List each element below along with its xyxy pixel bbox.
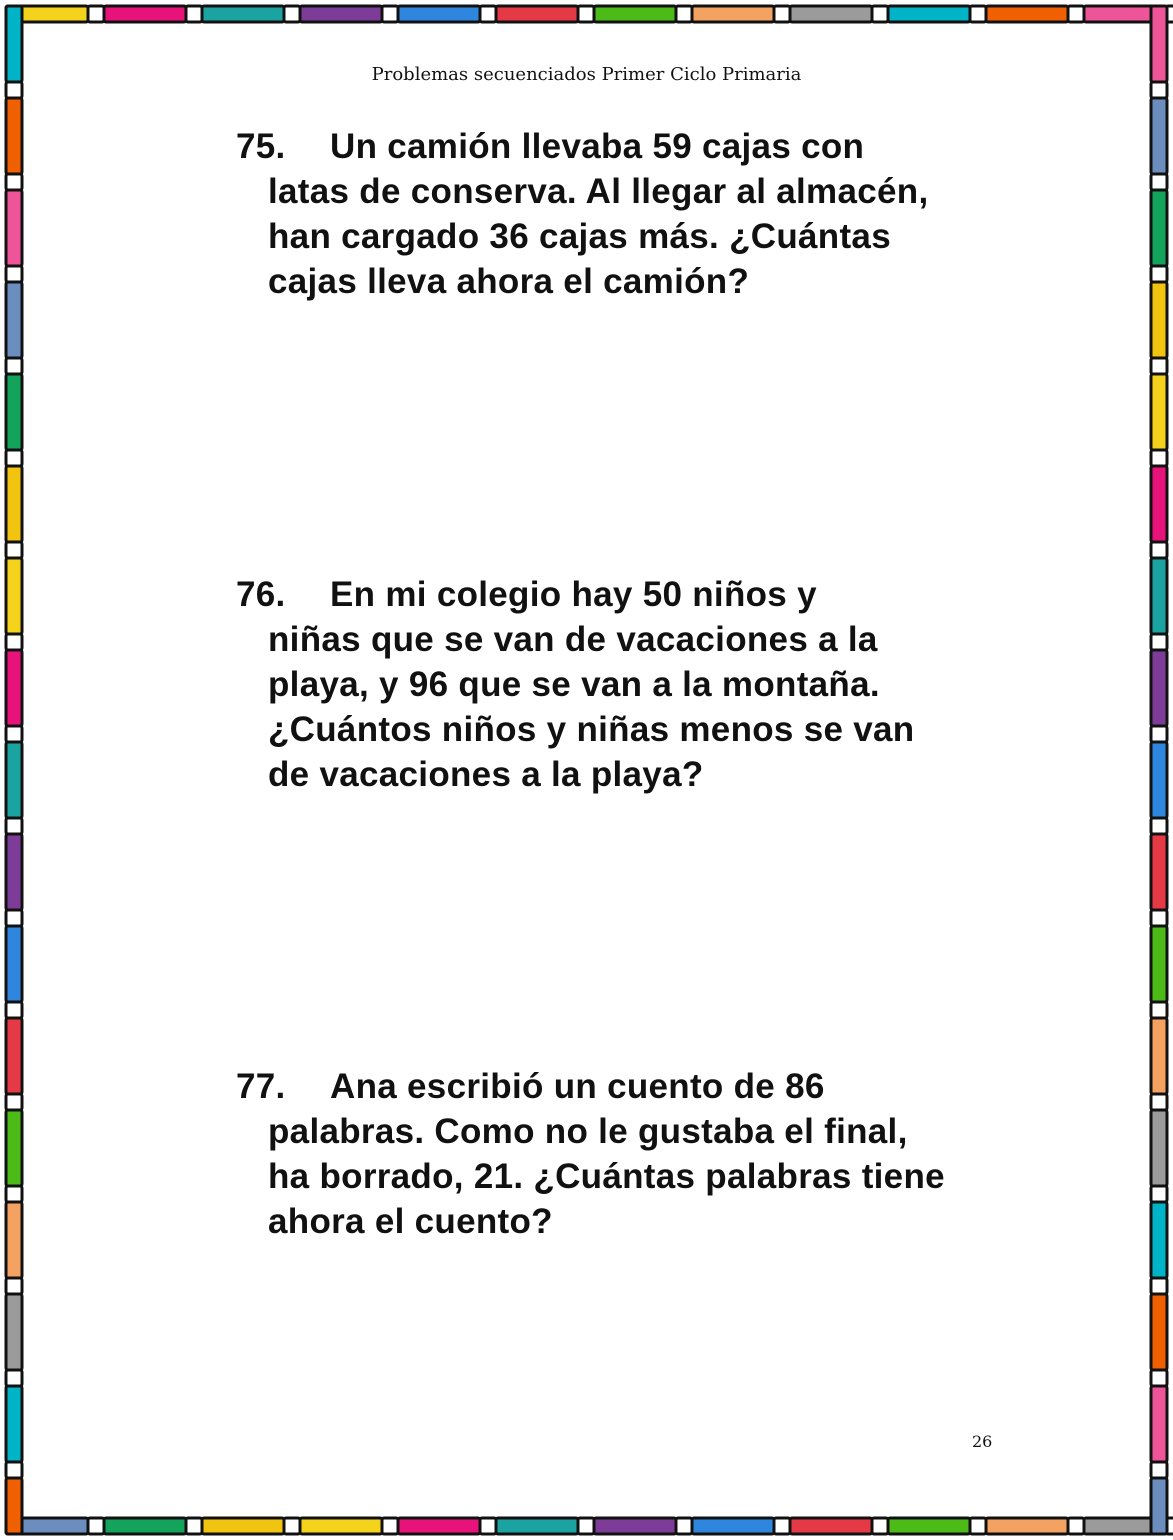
border-segment <box>1151 466 1167 542</box>
border-segment <box>888 1518 970 1534</box>
border-stripe <box>872 1518 888 1534</box>
border-stripe <box>774 6 790 22</box>
border-stripe <box>6 910 22 926</box>
problem-77 <box>236 1064 956 1244</box>
border-stripe <box>1151 358 1167 374</box>
border-segment <box>1151 926 1167 1002</box>
border-stripe <box>1151 1094 1167 1110</box>
border-stripe <box>1068 1518 1084 1534</box>
border-segment <box>6 98 22 174</box>
border-segment <box>104 1518 186 1534</box>
border-stripe <box>1151 450 1167 466</box>
border-stripe <box>1151 1278 1167 1294</box>
border-segment <box>692 1518 774 1534</box>
problem-text-line: han cargado 36 cajas más. ¿Cuántas <box>268 217 891 256</box>
problem-first-line <box>236 572 956 617</box>
border-segment <box>6 374 22 450</box>
border-segment <box>1151 282 1167 358</box>
border-segment <box>986 6 1068 22</box>
border-segment <box>1151 1110 1167 1186</box>
page-number: 26 <box>972 1432 993 1451</box>
border-stripe <box>1151 818 1167 834</box>
problem-first-line <box>236 124 956 169</box>
border-stripe <box>480 6 496 22</box>
border-segment <box>888 6 970 22</box>
problem-number: 77. <box>236 1067 286 1106</box>
border-segment <box>6 190 22 266</box>
border-stripe <box>1151 634 1167 650</box>
border-stripe <box>6 634 22 650</box>
border-stripe <box>6 818 22 834</box>
border-stripe <box>578 1518 594 1534</box>
border-segment <box>1151 558 1167 634</box>
border-segment <box>104 6 186 22</box>
problem-text-line: niñas que se van de vacaciones a la <box>268 620 878 659</box>
border-stripe <box>6 1002 22 1018</box>
border-stripe <box>1151 266 1167 282</box>
border-stripe <box>1151 1186 1167 1202</box>
border-segment <box>1151 1202 1167 1278</box>
border-segment <box>1151 650 1167 726</box>
problem-75 <box>236 124 956 304</box>
border-segment <box>496 1518 578 1534</box>
border-stripe <box>186 6 202 22</box>
problem-text-line: palabras. Como no le gustaba el final, <box>268 1112 908 1151</box>
border-stripe <box>1151 910 1167 926</box>
border-segment <box>1151 1294 1167 1370</box>
border-segment <box>594 1518 676 1534</box>
problem-text-line: ahora el cuento? <box>268 1202 553 1241</box>
border-segment <box>6 834 22 910</box>
border-segment <box>6 1202 22 1278</box>
border-segment <box>6 1478 22 1534</box>
border-stripe <box>1151 542 1167 558</box>
border-stripe <box>382 1518 398 1534</box>
border-stripe <box>774 1518 790 1534</box>
border-stripe <box>578 6 594 22</box>
border-stripe <box>284 1518 300 1534</box>
problem-text-line: de vacaciones a la playa? <box>268 755 704 794</box>
border-segment <box>6 650 22 726</box>
problem-76 <box>236 572 956 797</box>
border-stripe <box>1068 6 1084 22</box>
border-segment <box>790 6 872 22</box>
problem-text-line: Ana escribió un cuento de 86 <box>330 1067 825 1106</box>
problem-text-line: ¿Cuántos niños y niñas menos se van <box>268 710 915 749</box>
border-segment <box>1151 1386 1167 1462</box>
problem-text-line: Un camión llevaba 59 cajas con <box>330 127 865 166</box>
border-stripe <box>970 1518 986 1534</box>
problem-text-line: playa, y 96 que se van a la montaña. <box>268 665 880 704</box>
border-stripe <box>676 6 692 22</box>
border-segment <box>986 1518 1068 1534</box>
border-stripe <box>6 174 22 190</box>
border-segment <box>300 6 382 22</box>
border-stripe <box>480 1518 496 1534</box>
border-segment <box>6 282 22 358</box>
border-stripe <box>1151 1370 1167 1386</box>
border-segment <box>6 1294 22 1370</box>
border-segment <box>692 6 774 22</box>
border-stripe <box>382 6 398 22</box>
border-segment <box>1151 742 1167 818</box>
border-stripe <box>1151 1002 1167 1018</box>
border-segment <box>6 1018 22 1094</box>
border-stripe <box>6 1462 22 1478</box>
border-segment <box>6 1110 22 1186</box>
border-segment <box>202 1518 284 1534</box>
problem-number: 75. <box>236 127 286 166</box>
border-stripe <box>970 6 986 22</box>
border-segment <box>1151 98 1167 174</box>
border-stripe <box>6 1370 22 1386</box>
border-stripe <box>88 6 104 22</box>
border-segment <box>1151 1018 1167 1094</box>
border-segment <box>6 466 22 542</box>
border-stripe <box>6 1094 22 1110</box>
page-header: Problemas secuenciados Primer Ciclo Primaria <box>371 64 802 85</box>
problem-text-line: ha borrado, 21. ¿Cuántas palabras tiene <box>268 1157 945 1196</box>
border-segment <box>202 6 284 22</box>
problem-text-line: En mi colegio hay 50 niños y <box>330 575 817 614</box>
border-segment <box>1151 190 1167 266</box>
problem-first-line <box>236 1064 956 1109</box>
border-segment <box>300 1518 382 1534</box>
border-stripe <box>6 450 22 466</box>
border-stripe <box>88 1518 104 1534</box>
border-segment <box>594 6 676 22</box>
border-stripe <box>6 266 22 282</box>
border-segment <box>398 6 480 22</box>
border-stripe <box>1151 1462 1167 1478</box>
border-stripe <box>676 1518 692 1534</box>
border-stripe <box>1151 174 1167 190</box>
problem-number: 76. <box>236 575 286 614</box>
border-segment <box>790 1518 872 1534</box>
border-segment <box>496 6 578 22</box>
border-stripe <box>6 542 22 558</box>
border-stripe <box>6 1278 22 1294</box>
border-segment <box>6 558 22 634</box>
border-segment <box>6 926 22 1002</box>
border-segment <box>6 742 22 818</box>
border-segment <box>398 1518 480 1534</box>
border-stripe <box>6 1186 22 1202</box>
border-stripe <box>284 6 300 22</box>
border-segment <box>1151 374 1167 450</box>
border-segment <box>1151 1478 1167 1534</box>
border-segment <box>6 1386 22 1462</box>
border-stripe <box>872 6 888 22</box>
border-stripe <box>186 1518 202 1534</box>
problem-text-line: latas de conserva. Al llegar al almacén, <box>268 172 929 211</box>
problem-text-line: cajas lleva ahora el camión? <box>268 262 750 301</box>
border-stripe <box>1151 726 1167 742</box>
border-stripe <box>6 726 22 742</box>
border-stripe <box>6 358 22 374</box>
border-segment <box>1151 834 1167 910</box>
